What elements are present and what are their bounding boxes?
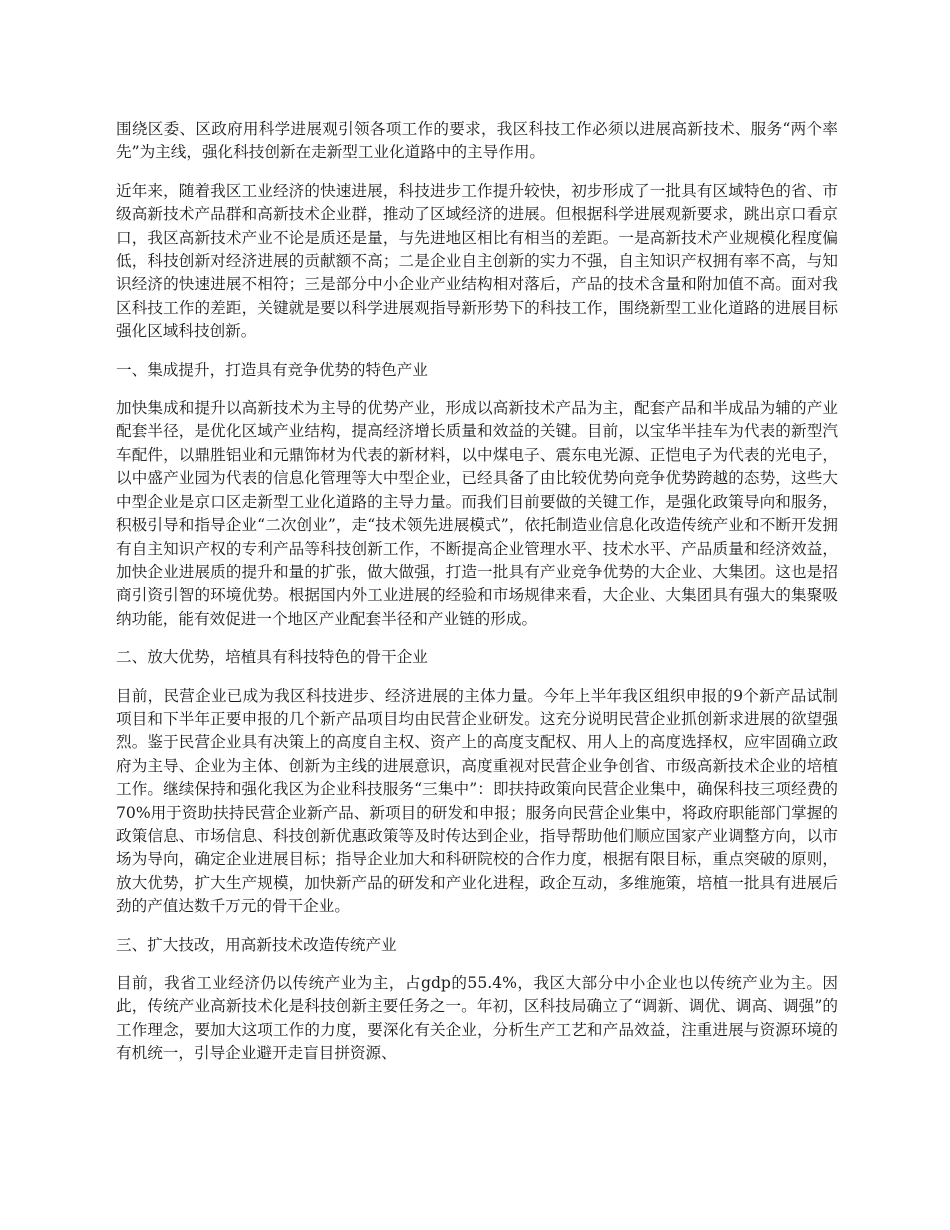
paragraph-background: 近年来，随着我区工业经济的快速进展，科技进步工作提升较快，初步形成了一批具有区域特色的省、市级高新技术产品群和高新技术企业群，推动了区域经济的进展。但根据科学进展观新要求，跳出京口看京口，我区高新技术产业不论是质还是量，与先进地区相比有相当的差距。一是高新技术产业规模化程度偏低，科技创新对经济进展的贡献额不高；二是企业自主创新的实力不强，自主知识产权拥有率不高，与知识经济的快速进展不相符；三是部分中小企业产业结构相对落后，产品的技术含量和附加值不高。面对我区科技工作的差距，关键就是要以科学进展观指导新形势下的科技工作，围绕新型工业化道路的进展目标强化区域科技创新。: [116, 181, 838, 341]
section-heading-3: 三、扩大技改，用高新技术改造传统产业: [116, 935, 397, 954]
section-heading-1: 一、集成提升，打造具有竞争优势的特色产业: [116, 360, 428, 379]
paragraph-section-1: 加快集成和提升以高新技术为主导的优势产业，形成以高新技术产品为主，配套产品和半成品为辅的产业配套半径，是优化区域产业结构，提高经济增长质量和效益的关键。目前，以宝华半挂车为代表的新型汽车配件，以鼎胜铝业和元鼎饰材为代表的新材料，以中煤电子、震东电光源、正恺电子为代表的光电子，以中盛产业园为代表的信息化管理等大中型企业，已经具备了由比较优势向竞争优势跨越的态势，这些大中型企业是京口区走新型工业化道路的主导力量。而我们目前要做的关键工作，是强化政策导向和服务，积极引导和指导企业“二次创业”，走“技术领先进展模式”，依托制造业信息化改造传统产业和不断开发拥有自主知识产权的专利产品等科技创新工作，不断提高企业管理水平、技术水平、产品质量和经济效益，加快企业进展质的提升和量的扩张，做大做强，打造一批具有产业竞争优势的大企业、大集团。这也是招商引资引智的环境优势。根据国内外工业进展的经验和市场规律来看，大企业、大集团具有强大的集聚吸纳功能，能有效促进一个地区产业配套半径和产业链的形成。: [116, 399, 838, 628]
document-body: [116, 118, 838, 1081]
paragraph-intro: 围绕区委、区政府用科学进展观引领各项工作的要求，我区科技工作必须以进展高新技术、服务“两个率先”为主线，强化科技创新在走新型工业化道路中的主导作用。: [116, 120, 838, 162]
section-heading-2: 二、放大优势，培植具有科技特色的骨干企业: [116, 648, 428, 667]
paragraph-section-2: 目前，民营企业已成为我区科技进步、经济进展的主体力量。今年上半年我区组织申报的9个新产品试制项目和下半年正要申报的几个新产品项目均由民营企业研发。这充分说明民营企业抓创新求进展的欲望强烈。鉴于民营企业具有决策上的高度自主权、资产上的高度支配权、用人上的高度选择权，应牢固确立政府为主导、企业为主体、创新为主线的进展意识，高度重视对民营企业争创省、市级高新技术企业的培植工作。继续保持和强化我区为企业科技服务“三集中”：即扶持政策向民营企业集中，确保科技三项经费的70%用于资助扶持民营企业新产品、新项目的研发和申报；服务向民营企业集中，将政府职能部门掌握的政策信息、市场信息、科技创新优惠政策等及时传达到企业，指导帮助他们顺应国家产业调整方向，以市场为导向，确定企业进展目标；指导企业加大和科研院校的合作力度，根据有限目标，重点突破的原则，放大优势，扩大生产规模，加快新产品的研发和产业化进程，政企互动，多维施策，培植一批具有进展后劲的产值达数千万元的骨干企业。: [116, 686, 838, 916]
paragraph-section-3: 目前，我省工业经济仍以传统产业为主，占gdp的55.4%，我区大部分中小企业也以传统产业为主。因此，传统产业高新技术化是科技创新主要任务之一。年初，区科技局确立了“调新、调优、调高、调强”的工作理念，要加大这项工作的力度，要深化有关企业，分析生产工艺和产品效益，注重进展与资源环境的有机统一，引导企业避开走盲目拼资源、: [116, 974, 838, 1063]
